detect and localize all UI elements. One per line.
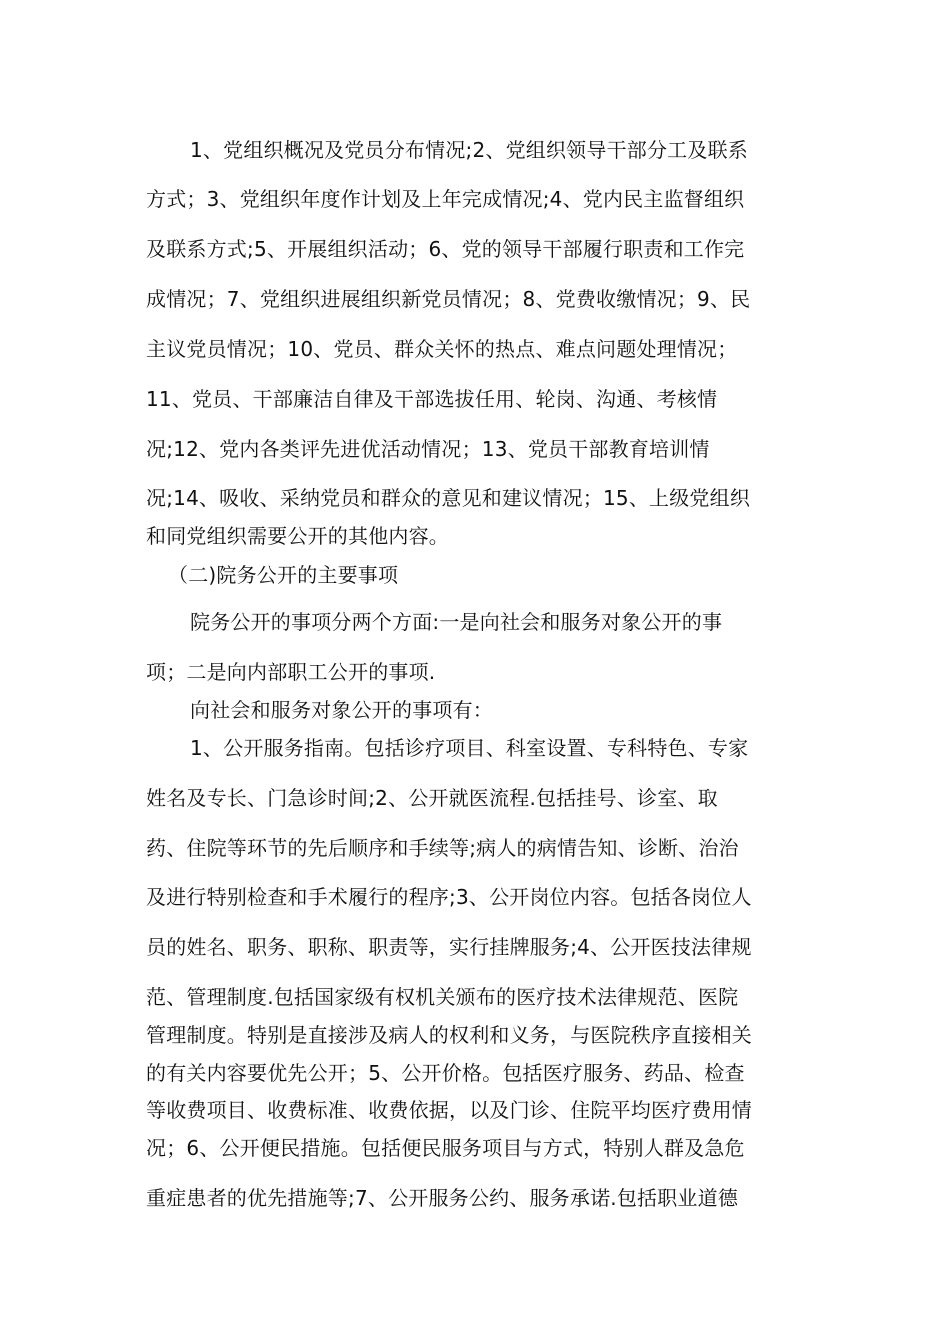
paragraph-line: 和同党组织需要公开的其他内容。: [146, 524, 449, 548]
section-heading: （二)院务公开的主要事项: [168, 563, 399, 587]
paragraph-line: 药、住院等环节的先后顺序和手续等;病人的病情告知、诊断、治治: [146, 836, 739, 860]
paragraph-line: 1、公开服务指南。包括诊疗项目、科室设置、专科特色、专家: [190, 736, 749, 760]
paragraph-line: 的有关内容要优先公开；5、公开价格。包括医疗服务、药品、检查: [146, 1061, 745, 1085]
paragraph-line: 及联系方式;5、开展组织活动；6、党的领导干部履行职责和工作完: [146, 237, 745, 261]
paragraph-line: 员的姓名、职务、职称、职责等，实行挂牌服务;4、公开医技法律规: [146, 935, 752, 959]
paragraph-line: 重症患者的优先措施等;7、公开服务公约、服务承诺.包括职业道德: [146, 1186, 739, 1210]
paragraph-line: 院务公开的事项分两个方面:一是向社会和服务对象公开的事: [190, 610, 723, 634]
paragraph-line: 况;14、吸收、采纳党员和群众的意见和建议情况；15、上级党组织: [146, 486, 751, 510]
paragraph-line: 管理制度。特别是直接涉及病人的权利和义务，与医院秩序直接相关: [146, 1023, 752, 1047]
paragraph-line: 主议党员情况；10、党员、群众关怀的热点、难点问题处理情况；: [146, 337, 738, 361]
paragraph-line: 范、管理制度.包括国家级有权机关颁布的医疗技术法律规范、医院: [146, 985, 739, 1009]
paragraph-line: 况;12、党内各类评先进优活动情况；13、党员干部教育培训情: [146, 437, 710, 461]
paragraph-line: 11、党员、干部廉洁自律及干部选拔任用、轮岗、沟通、考核情: [146, 387, 718, 411]
paragraph-line: 等收费项目、收费标准、收费依据，以及门诊、住院平均医疗费用情: [146, 1098, 752, 1122]
paragraph-line: 向社会和服务对象公开的事项有：: [190, 698, 493, 722]
paragraph-line: 项；二是向内部职工公开的事项.: [146, 660, 436, 684]
paragraph-line: 成情况；7、党组织进展组织新党员情况；8、党费收缴情况；9、民: [146, 287, 751, 311]
paragraph-line: 姓名及专长、门急诊时间;2、公开就医流程.包括挂号、诊室、取: [146, 786, 718, 810]
paragraph-line: 况；6、公开便民措施。包括便民服务项目与方式，特别人群及急危: [146, 1136, 745, 1160]
paragraph-line: 及进行特别检查和手术履行的程序;3、公开岗位内容。包括各岗位人: [146, 885, 752, 909]
paragraph-line: 方式；3、党组织年度作计划及上年完成情况;4、党内民主监督组织: [146, 187, 745, 211]
paragraph-line: 1、党组织概况及党员分布情况;2、党组织领导干部分工及联系: [190, 138, 748, 162]
